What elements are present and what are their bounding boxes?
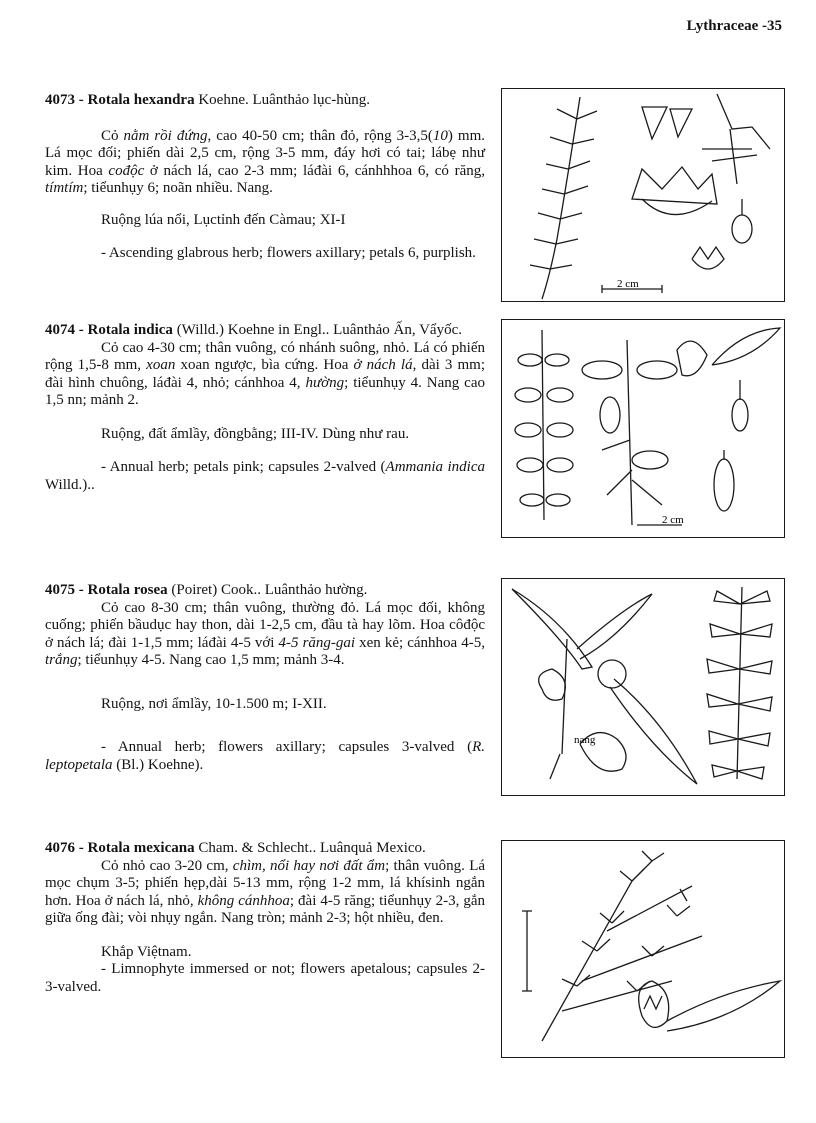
species-authority: Koehne. Luânthảo lục-hùng.	[198, 92, 370, 108]
entry-4076	[45, 840, 485, 996]
vietnamese-description: Cỏ nhỏ cao 3-20 cm, chìm, nổi hay nơi đất ẩm; thân vuông. Lá mọc chụm 3-5; phiến hẹp,dài 5-13 mm, rộng 1-2 mm, lá khísinh ngắn hơn. Hoa ở nách lá, nhỏ, không cánhhoa; đài 4-5 răng; tiểunhụy 2-3, gắn giữa ống đài; vòi nhụy ngắn. Nang tròn; mảnh 2-3; hột nhiều, đen.	[45, 857, 486, 926]
entry-title	[45, 322, 485, 340]
illustration-rotala-rosea	[501, 578, 785, 796]
entry-number: 4076 -	[45, 840, 84, 856]
entry-4073	[45, 92, 485, 263]
habitat-text: Khắp Việtnam.	[101, 943, 192, 960]
species-name: Rotala rosea	[87, 582, 168, 598]
plant-drawing-rosea	[502, 579, 784, 795]
plant-drawing-indica	[502, 320, 784, 537]
english-description: - Limnophyte immersed or not; flowers apetalous; capsules 2-3-valved.	[45, 961, 485, 995]
species-name: Rotala hexandra	[87, 92, 195, 108]
vietnamese-description: Cỏ cao 8-30 cm; thân vuông, thường đỏ. Lá mọc đối, không cuống; phiến bầudục hay thon, dài 1-2,5 cm, đầu tà hay lõm. Hoa côđộc ở nách lá; đài 1-1,5 mm; láđài 4-5 với 4-5 răng-gai xen kẻ; cánhhoa 4-5, trắng; tiểunhụy 4-5. Nang cao 1,5 mm; mảnh 3-4.	[45, 599, 486, 668]
plant-drawing-mexicana	[502, 841, 784, 1057]
entry-4074	[45, 322, 485, 494]
illustration-rotala-hexandra	[501, 88, 785, 302]
english-description: - Ascending glabrous herb; flowers axillary; petals 6, purplish.	[101, 245, 476, 261]
scale-label: 2 cm	[617, 278, 639, 290]
species-authority: (Poiret) Cook.. Luânthảo hường.	[171, 582, 368, 598]
entry-title	[45, 582, 485, 600]
species-name: Rotala indica	[87, 322, 173, 338]
entry-4075	[45, 582, 485, 774]
entry-title	[45, 840, 485, 858]
english-description: - Annual herb; flowers axillary; capsules 3-valved (R. leptopetala (Bl.) Koehne).	[45, 739, 485, 773]
illustration-rotala-mexicana	[501, 840, 785, 1058]
species-authority: (Willd.) Koehne in Engl.. Luânthảo Ấn, Vẩyốc.	[176, 322, 462, 338]
entry-number: 4074 -	[45, 322, 84, 338]
habitat-text: Ruộng, nơi ẩmlầy, 10-1.500 m; I-XII.	[101, 695, 327, 712]
habitat-text: Ruộng lúa nổi, Lụctỉnh đến Càmau; XI-I	[101, 211, 346, 228]
english-description: - Annual herb; petals pink; capsules 2-valved (Ammania indica Willd.)..	[45, 459, 485, 493]
vietnamese-description: Cỏ cao 4-30 cm; thân vuông, có nhánh suông, nhỏ. Lá có phiến rộng 1,5-8 mm, xoan xoan ngược, bìa cứng. Hoa ở nách lá, dài 3 mm; đài hình chuông, láđài 4, nhỏ; cánhhoa 4, hường; tiểunhụy 4. Nang cao 1,5 nn; mảnh 2.	[45, 339, 485, 408]
entry-number: 4075 -	[45, 582, 84, 598]
plant-drawing-hexandra	[502, 89, 784, 301]
figure-label: nang	[574, 734, 596, 746]
vietnamese-description: Cỏ nằm rồi đứng, cao 40-50 cm; thân đỏ, rộng 3-3,5(10) mm. Lá mọc đối; phiến dài 2,5 cm, rộng 3-5 mm, đáy hơi có tai; lábẹ như kim. Hoa cođộc ở nách lá, cao 2-3 mm; láđài 6, cánhhhoa 6, có răng, tímtím; tiểunhụy 6; noãn nhiều. Nang.	[45, 127, 485, 196]
habitat-text: Ruộng, đất ẩmlầy, đồngbằng; III-IV. Dùng như rau.	[101, 425, 410, 442]
page-header: Lythraceae -35	[686, 18, 782, 34]
entry-title	[45, 92, 485, 110]
species-authority: Cham. & Schlecht.. Luânquả Mexico.	[198, 840, 426, 856]
species-name: Rotala mexicana	[87, 840, 195, 856]
scale-label: 2 cm	[662, 514, 684, 526]
illustration-rotala-indica	[501, 319, 785, 538]
entry-number: 4073 -	[45, 92, 84, 108]
